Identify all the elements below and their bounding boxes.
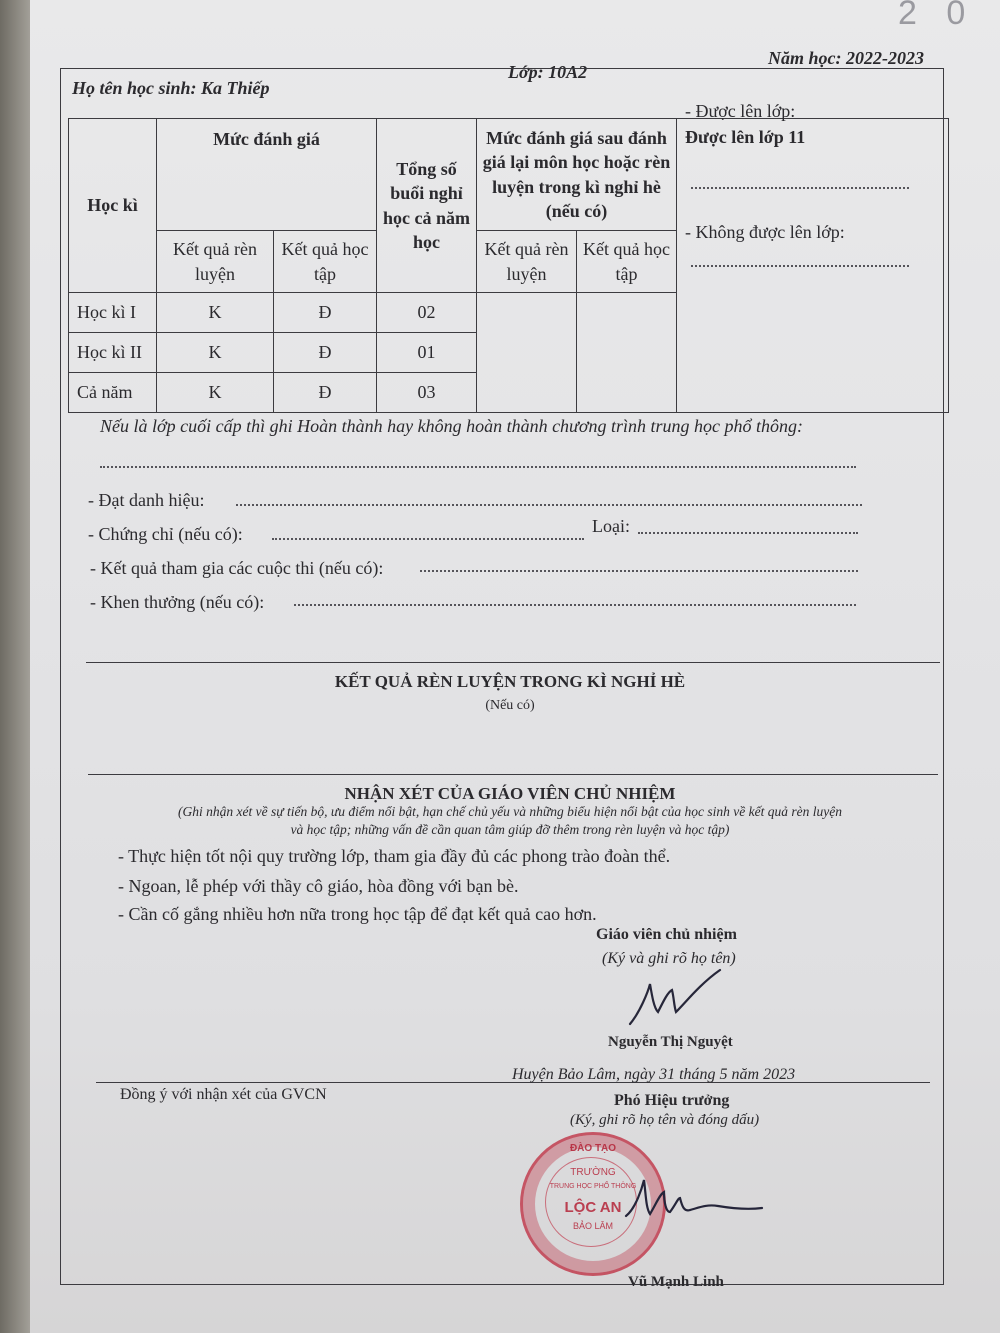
absences-cell: 02 [377,293,477,333]
header-absences: Tổng số buổi nghỉ học cả năm học [377,119,477,293]
teacher-comment: - Ngoan, lễ phép với thầy cô giáo, hòa đồng với bạn bè. [118,876,519,896]
grades-table [68,101,949,413]
type-label: Loại: [592,516,630,536]
teacher-instruction-2: và học tập; những vấn đề cần quan tâm giúp đỡ thêm trong rèn luyện và học tập) [290,822,730,837]
header-study: Kết quả học tập [274,231,377,293]
contest-dots [420,570,858,572]
sign-date: Huyện Bảo Lâm, ngày 31 tháng 5 năm 2023 [512,1066,796,1083]
stamp-top-text: ĐÀO TẠO [569,1143,617,1154]
agree-note: Đồng ý với nhận xét của GVCN [120,1086,327,1103]
student-name: Họ tên học sinh: Ka Thiếp [72,78,270,98]
award-dots [294,604,856,606]
promoted-label: - Được lên lớp: [685,101,796,121]
completion-dots [100,466,856,468]
teacher-instruction-1: (Ghi nhận xét về sự tiến bộ, ưu điểm nổi bật, hạn chế chủ yếu và những biểu hiện nổi bật của học sinh về kết quả rèn luyện [178,804,842,819]
header-semester: Học kì [69,119,157,293]
promoted-value: Được lên lớp 11 [685,127,806,148]
absences-cell: 01 [377,333,477,373]
title-dots [236,504,862,506]
header-reassessment: Mức đánh giá sau đánh giá lại môn học hoặc rèn luyện trong kì nghỉ hè (nếu có) [477,119,677,231]
header-conduct: Kết quả rèn luyện [157,231,274,293]
conduct-cell: K [157,293,274,333]
term-cell: Cả năm [69,373,157,413]
stamp-line-1: TRƯỜNG [570,1167,616,1178]
class-label: Lớp: 10A2 [508,62,588,82]
study-cell: Đ [274,333,377,373]
term-cell: Học kì I [69,293,157,333]
award-label: - Khen thưởng (nếu có): [90,592,265,612]
conduct-cell: K [157,333,274,373]
divider-teacher-top [88,774,938,775]
teacher-signature [620,962,740,1032]
study-cell: Đ [274,293,377,333]
year-label: Năm học: 2022-2023 [768,48,924,68]
completion-note: Nếu là lớp cuối cấp thì ghi Hoàn thành hay không hoàn thành chương trình trung học phổ thông: [100,416,803,436]
summer-title: KẾT QUẢ RÈN LUYỆN TRONG KÌ NGHỈ HÈ [334,672,686,691]
teacher-comment: - Thực hiện tốt nội quy trường lớp, tham gia đầy đủ các phong trào đoàn thể. [118,846,671,866]
teacher-name: Nguyễn Thị Nguyệt [608,1034,733,1050]
certificate-dots [272,538,584,540]
study-cell: Đ [274,373,377,413]
promoted-dots [691,187,909,189]
not-promoted-dots [691,265,909,267]
header-re-study: Kết quả học tập [577,231,677,293]
corner-mark: 2 0 [898,0,976,32]
stamp-line-4: BẢO LÂM [572,1221,613,1231]
absences-cell: 03 [377,373,477,413]
summer-subtitle: (Nếu có) [485,698,535,713]
header-re-conduct: Kết quả rèn luyện [477,231,577,293]
teacher-comment: - Cần cố gắng nhiều hơn nữa trong học tập để đạt kết quả cao hơn. [118,904,597,924]
title-label: - Đạt danh hiệu: [88,490,205,510]
re-conduct-cell [477,293,577,413]
principal-signature [620,1168,770,1238]
re-study-cell [577,293,677,413]
principal-role: Phó Hiệu trưởng [614,1092,730,1109]
stamp-line-3: LỘC AN [564,1199,622,1216]
stamp-line-2: TRUNG HỌC PHỔ THÔNG [549,1183,637,1190]
promotion-cell [677,101,949,413]
teacher-sign-note: (Ký và ghi rõ họ tên) [602,950,736,967]
teacher-role: Giáo viên chủ nhiệm [596,926,737,943]
teacher-section-title: NHẬN XÉT CỦA GIÁO VIÊN CHỦ NHIỆM [344,784,676,803]
header-assessment: Mức đánh giá [157,119,377,231]
certificate-label: - Chứng chỉ (nếu có): [88,524,243,544]
contest-label: - Kết quả tham gia các cuộc thi (nếu có): [90,558,384,578]
divider-summer-top [86,662,940,663]
not-promoted-label: - Không được lên lớp: [685,221,845,242]
type-dots [638,532,858,534]
principal-name: Vũ Mạnh Linh [628,1274,724,1290]
term-cell: Học kì II [69,333,157,373]
conduct-cell: K [157,373,274,413]
principal-sign-note: (Ký, ghi rõ họ tên và đóng dấu) [570,1112,760,1128]
